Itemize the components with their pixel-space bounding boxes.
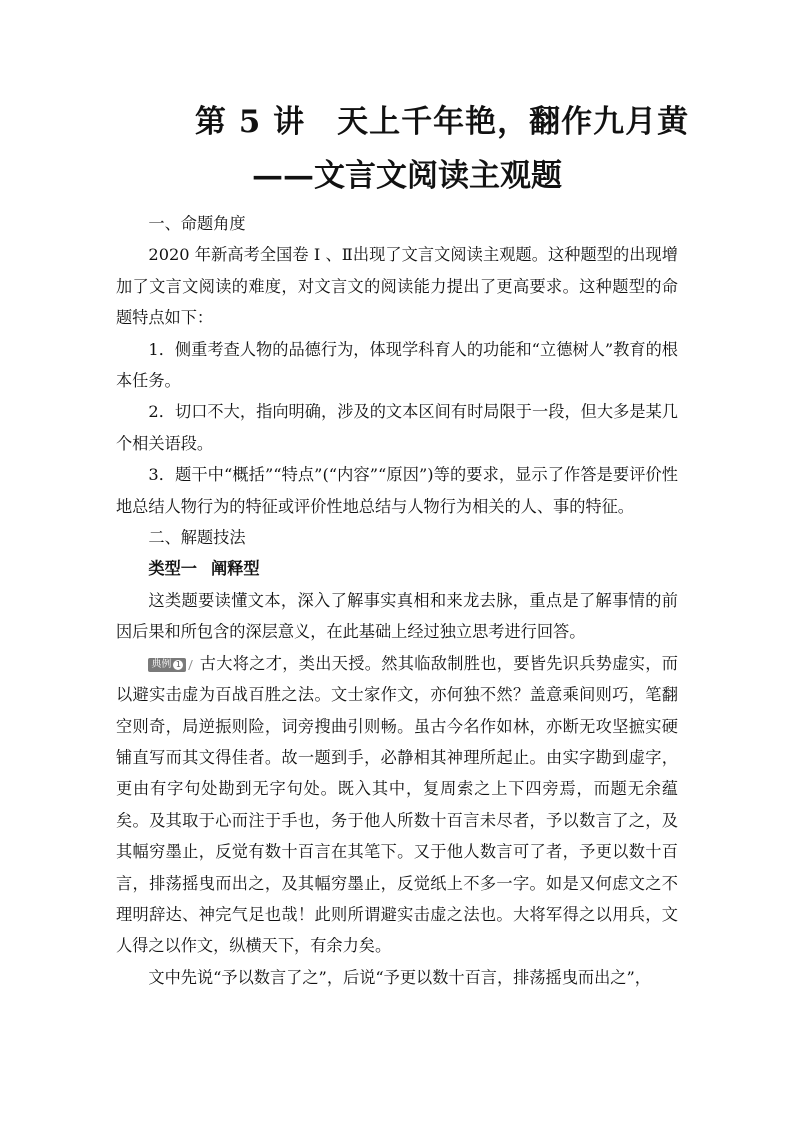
document-body [116,208,678,993]
type-label: 类型一 [148,559,197,579]
feature-point-3: 3．题干中“概括”“特点”(“内容”“原因”)等的要求，显示了作答是要评价性地总结人物行为的特征或评价性地总结与人物行为相关的人、事的特征。 [116,465,678,516]
lecture-title: 第 5 讲 天上千年艳，翻作九月黄 [194,104,690,140]
badge-tail-icon [189,660,200,670]
feature-point-1: 1．侧重考查人物的品德行为，体现学科育人的功能和“立德树人”教育的根本任务。 [116,339,678,391]
type-description: 这类题要读懂文本，深入了解事实真相和来龙去脉，重点是了解事情的前因后果和所包含的深层意义，在此基础上经过独立思考进行回答。 [116,590,678,642]
type-heading [116,553,678,584]
example-badge-label: 典例 [151,658,172,670]
section-heading-proposition: 一、命题角度 [148,214,246,233]
feature-point-2: 2．切口不大，指向明确，涉及的文本区间有时局限于一段，但大多是某几个相关语段。 [116,402,678,453]
example-paragraph [116,648,678,962]
section-intro-paragraph: 2020 年新高考全国卷 Ⅰ 、Ⅱ出现了文言文阅读主观题。这种题型的出现增加了文言文阅读的难度，对文言文的阅读能力提出了更高要求。这种题型的命题特点如下： [116,245,678,328]
example-number: 1 [173,660,183,670]
example-badge [148,658,186,672]
type-name: 阐释型 [210,559,260,579]
example-text: 古大将之才，类出天授。然其临敌制胜也，要皆先识兵势虚实，而以避实击虚为百战百胜之法。文士家作文，亦何独不然？盖意乘间则巧，笔翻空则奇，局逆振则险，词旁搜曲引则畅。虽古今名作如林，亦断无攻坚摭实硬铺直写而其文得佳者。故一题到手，必静相其神理所起止。由实字勘到虚字，更由有字句处勘到无字句处。既入其中，复周索之上下四旁焉，而题无余蕴矣。及其取于心而注于手也，务于他人所数十百言未尽者，予以数言了之，及其幅穷墨止，反觉有数十百言在其笔下。又于他人数言可了者，予更以数十百言，排荡摇曳而出之，及其幅穷墨止，反觉纸上不多一字。如是又何虑文之不理明辞达、神完气足也哉！此则所谓避实击虚之法也。大将军得之以用兵，文人得之以作文，纵横天下，有余力矣。 [116,653,678,956]
analysis-paragraph: 文中先说“予以数言了之”，后说“予更以数十百言，排荡摇曳而出之”， [148,967,651,987]
section-heading-techniques: 二、解题技法 [148,528,246,548]
lecture-subtitle: ——文言文阅读主观题 [252,158,562,194]
